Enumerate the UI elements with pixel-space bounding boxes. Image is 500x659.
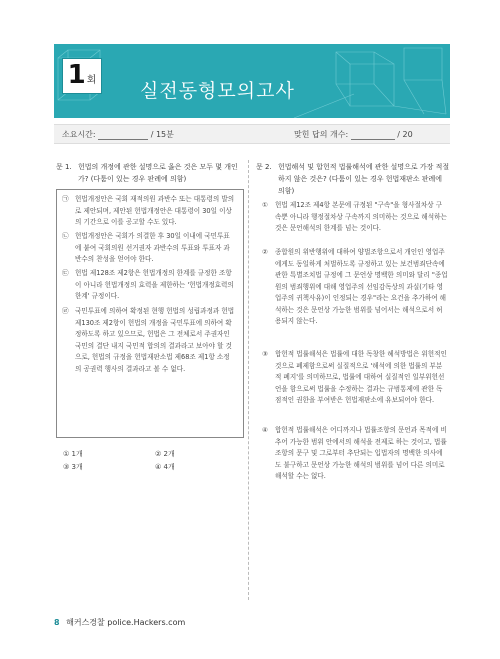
option-1[interactable] xyxy=(262,200,448,235)
question-text: 헌법의 개정에 관한 설명으로 옳은 것은 모두 몇 개인가? (다툼이 있는 경우 판례에 의함) xyxy=(78,163,238,183)
chapter-number: 1 xyxy=(67,60,86,90)
page-footer xyxy=(54,617,185,628)
correct-label: 맞힌 답의 개수: xyxy=(294,130,349,139)
time-blank[interactable] xyxy=(98,131,148,140)
choice-4[interactable]: ④ 4개 xyxy=(155,463,175,471)
question-1 xyxy=(56,161,242,185)
option-marker: ④ xyxy=(262,426,268,434)
column-divider xyxy=(248,160,249,600)
question-number: 문 1. xyxy=(56,163,72,171)
correct-field xyxy=(294,129,413,140)
option-marker: ① xyxy=(262,201,268,209)
question-number: 문 2. xyxy=(256,163,272,171)
time-field xyxy=(62,129,174,140)
option-text: 합헌적 법률해석은 법률에 대한 독창한 헤석방법은 위헌적인 것으로 폐제함으로써 실질적으로 '해석에 의한 법률의 부분적 폐지'를 의미하므로, 법률에 대하여 실질적인 일부위헌선언을 함으로써 법률을 수정하는 결과는 규범통제에 관한 독점적인 권한을 부여받은 헌법재판소에 유보되어야 한다. xyxy=(275,350,447,404)
option-2[interactable] xyxy=(262,247,448,328)
footer-site: 해커스경찰 police.Hackers.com xyxy=(66,618,186,627)
statement-text: 국민투표에 의하여 확정된 현행 헌법의 성립과정과 헌법 제130조 제2항이 헌법의 개정을 국민투표에 의하여 확정하도록 하고 있으므로, 헌법은 그 전체로서 주권자인 국민의 결단 내지 국민적 합의의 결과라고 보아야 할 것으로, 헌법의 규정을 헌법재판소법 제68조 제1항 소정의 공권력 행사의 결과라고 볼 수 없다. xyxy=(75,307,235,373)
option-text: 합헌적 법률해석은 어디까지나 법률조항의 문언과 목적에 비추어 가능한 범위 안에서의 해석을 전제로 하는 것이고, 법률조항의 문구 및 그로부터 추단되는 입법자의 명백한 의사에도 불구하고 문언상 가능한 해석의 범위를 넘어 다른 의미로 해석할 수는 없다. xyxy=(275,426,447,480)
statement-marker: ㉢ xyxy=(62,269,69,277)
statement-text: 헌법개정안은 국회가 의결한 후 30일 이내에 국민투표에 붙여 국회의원 선거권자 과반수의 투표와 투표자 과반수의 찬성을 얻어야 한다. xyxy=(75,232,230,263)
time-unit: / 15분 xyxy=(150,130,174,139)
option-3[interactable] xyxy=(262,349,448,407)
option-text: 헌법 제12조 제4항 본문에 규정된 "구속"을 형사절차상 구속뿐 아니라 행정절차상 구속까지 의미하는 것으로 해석하는 것은 문언해석의 한계를 넘는 것이다. xyxy=(275,201,447,232)
question-2 xyxy=(256,161,450,197)
page-title: 실전동형모의고사 xyxy=(140,80,295,102)
time-label: 소요시간: xyxy=(62,130,96,139)
statement-item xyxy=(62,231,236,266)
option-marker: ③ xyxy=(262,350,268,358)
statement-item xyxy=(62,194,236,229)
statement-item xyxy=(62,268,236,303)
correct-blank[interactable] xyxy=(351,131,395,140)
statement-marker: ㉠ xyxy=(62,195,69,203)
correct-unit: / 20 xyxy=(397,130,413,139)
option-marker: ② xyxy=(262,248,268,256)
question-text: 헌법해석 및 합헌적 법률해석에 관한 설명으로 가장 적절하지 않은 것은? (다툼이 있는 경우 헌법재판소 판례에 의함) xyxy=(278,163,450,195)
statement-item xyxy=(62,306,236,375)
statement-marker: ㉣ xyxy=(62,307,69,315)
choice-3[interactable]: ③ 3개 xyxy=(63,463,83,471)
statement-text: 헌법개정안은 국회 재적의원 과반수 또는 대통령의 발의로 제안되며, 제안된 헌법개정안은 대통령이 30일 이상의 기간으로 이를 공고할 수도 있다. xyxy=(75,195,235,226)
choice-1[interactable]: ① 1개 xyxy=(63,450,83,458)
statement-text: 헌법 제128조 제2항은 헌법개정의 한계를 규정한 조항이 아니라 헌법개정의 효력을 제한하는 '헌법개정효력의 한계' 규정이다. xyxy=(75,269,234,300)
choice-2[interactable]: ② 2개 xyxy=(155,450,175,458)
chapter-badge xyxy=(62,58,102,94)
page-number: 8 xyxy=(54,618,60,627)
score-row xyxy=(54,124,450,144)
chapter-suffix: 회 xyxy=(86,75,97,86)
option-4[interactable] xyxy=(262,425,448,483)
option-text: 종합원의 위반행위에 대하여 양벌조항으로서 개인인 영업주에게도 동일하게 처벌하도록 규정하고 있는 보건범죄단속에 관한 특별조치법 규정에 그 문언상 명백한 의미와 달리 "종업원의 범죄행위에 대해 영업주의 선임감독상의 과실(기타 영업주의 귀책사유)이 인정되는 경우"라는 요건을 추가하여 해석하는 것은 문언상 가능한 범위를 넘어서는 해석으로서 허용되지 않는다. xyxy=(275,248,448,325)
statement-marker: ㉡ xyxy=(62,232,69,240)
